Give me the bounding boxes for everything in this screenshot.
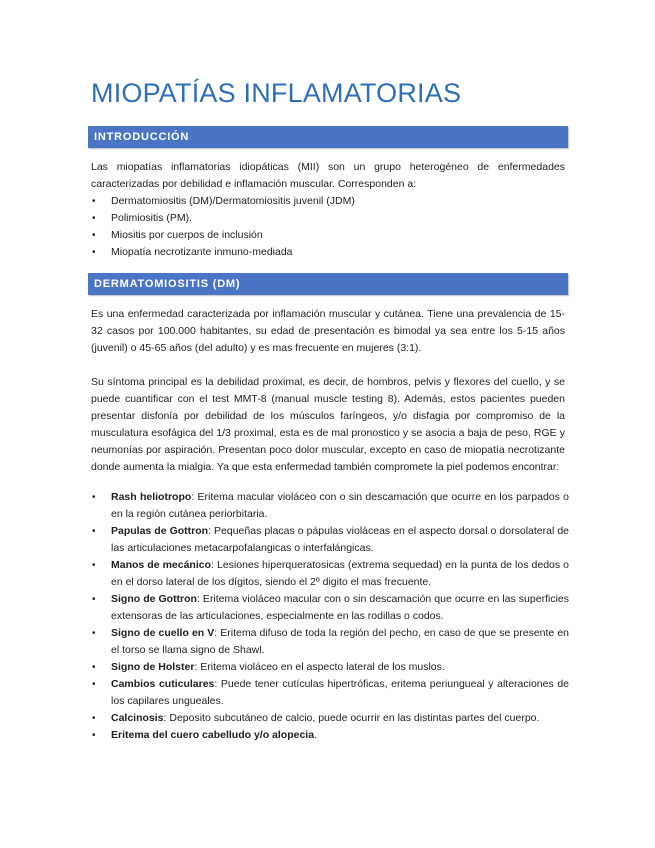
- bullet-icon: •: [92, 492, 96, 503]
- item-term: Rash heliotropo: [111, 491, 192, 503]
- intro-paragraph: Las miopatías inflamatorias idiopáticas (MII) son un grupo heterogéneo de enfermedades caracterizadas por debilidad e inflamación muscular. Corresponden a:: [91, 161, 565, 190]
- skin-signs-list: [91, 489, 569, 744]
- bullet-icon: •: [92, 213, 96, 224]
- list-item: • Dermatomiositis (DM)/Dermatomiositis juvenil (JDM): [91, 193, 569, 210]
- dm-paragraph-2: Su síntoma principal es la debilidad proximal, es decir, de hombros, pelvis y flexores del cuello, y se puede cuantificar con el test MMT-8 (manual muscle testing 8). Además, estos pacientes pueden presentar disfonía por debilidad de los músculos faríngeos, y/o disfagia por compromiso de la musculatura esofágica del 1/3 proximal, esta es de mal pronostico y se asocia a baja de peso, RGE y neumonías por aspiración. Presentan poco dolor muscular, excepto en caso de miopatía necrotizante donde aumenta la mialgia. Ya que esta enfermedad también compromete la piel podemos encontrar:: [91, 376, 565, 473]
- list-item: • Signo de Holster: Eritema violáceo en el aspecto lateral de los muslos.: [91, 659, 569, 676]
- bullet-icon: •: [92, 247, 96, 258]
- bullet-icon: •: [92, 560, 96, 571]
- list-item: • Eritema del cuero cabelludo y/o alopecia.: [91, 727, 569, 744]
- item-term: Cambios cuticulares: [111, 678, 215, 690]
- item-term: Manos de mecánico: [111, 559, 212, 571]
- section-heading-dermatomiositis: DERMATOMIOSITIS (DM): [88, 273, 568, 295]
- list-item: • Signo de cuello en V: Eritema difuso de toda la región del pecho, en caso de que se presente en el torso se llama signo de Shawl.: [92, 627, 569, 656]
- item-term: Papulas de Gottron: [111, 525, 209, 537]
- list-item: • Rash heliotropo: Eritema macular violáceo con o sin descamación que ocurre en los parpados o en la región cutánea periorbitaria.: [92, 491, 570, 520]
- section-heading-introduccion: INTRODUCCIÓN: [88, 126, 568, 148]
- list-item: • Miositis por cuerpos de inclusión: [91, 227, 569, 244]
- item-term: Signo de Gottron: [111, 593, 197, 605]
- item-term: Signo de Holster: [111, 661, 195, 673]
- intro-list: [91, 193, 569, 261]
- list-item: • Polimiositis (PM).: [91, 210, 569, 227]
- bullet-icon: •: [92, 628, 96, 639]
- list-item: • Signo de Gottron: Eritema violáceo macular con o sin descamación que ocurre en las superficies extensoras de las articulaciones, especialmente en las rodillas o codos.: [92, 593, 569, 622]
- bullet-icon: •: [92, 679, 96, 690]
- list-item: • Papulas de Gottron: Pequeñas placas o pápulas violáceas en el aspecto dorsal o dorsolateral de las articulaciones metacarpofalangicas o interfalángicas.: [92, 525, 569, 554]
- bullet-icon: •: [92, 196, 96, 207]
- bullet-icon: •: [92, 662, 96, 673]
- item-term: Eritema del cuero cabelludo y/o alopecia: [111, 729, 315, 741]
- bullet-icon: •: [92, 730, 96, 741]
- dm-paragraph-1: Es una enfermedad caracterizada por inflamación muscular y cutánea. Tiene una prevalencia de 15-32 casos por 100.000 habitantes, su edad de presentación es bimodal ya sea entre los 5-15 años (juvenil) o 45-65 años (del adulto) y es mas frecuente en mujeres (3:1).: [91, 308, 565, 354]
- document-title: MIOPATÍAS INFLAMATORIAS: [91, 78, 462, 108]
- bullet-icon: •: [92, 713, 96, 724]
- list-item: • Cambios cuticulares: Puede tener cutículas hipertróficas, eritema periungueal y alteraciones de los capilares ungueales.: [92, 678, 569, 707]
- list-item: • Manos de mecánico: Lesiones hiperqueratosicas (extrema sequedad) en la punta de los dedos o en el dorso lateral de los dígitos, siendo el 2º digito el mas frecuente.: [92, 559, 569, 588]
- item-term: Calcinosis: [111, 712, 164, 724]
- list-item: • Miopatía necrotizante inmuno-mediada: [91, 244, 569, 261]
- list-item: • Calcinosis: Deposito subcutáneo de calcio, puede ocurrir en las distintas partes del cuerpo.: [91, 710, 569, 727]
- bullet-icon: •: [92, 230, 96, 241]
- bullet-icon: •: [92, 594, 96, 605]
- item-term: Signo de cuello en V: [111, 627, 215, 639]
- bullet-icon: •: [92, 526, 96, 537]
